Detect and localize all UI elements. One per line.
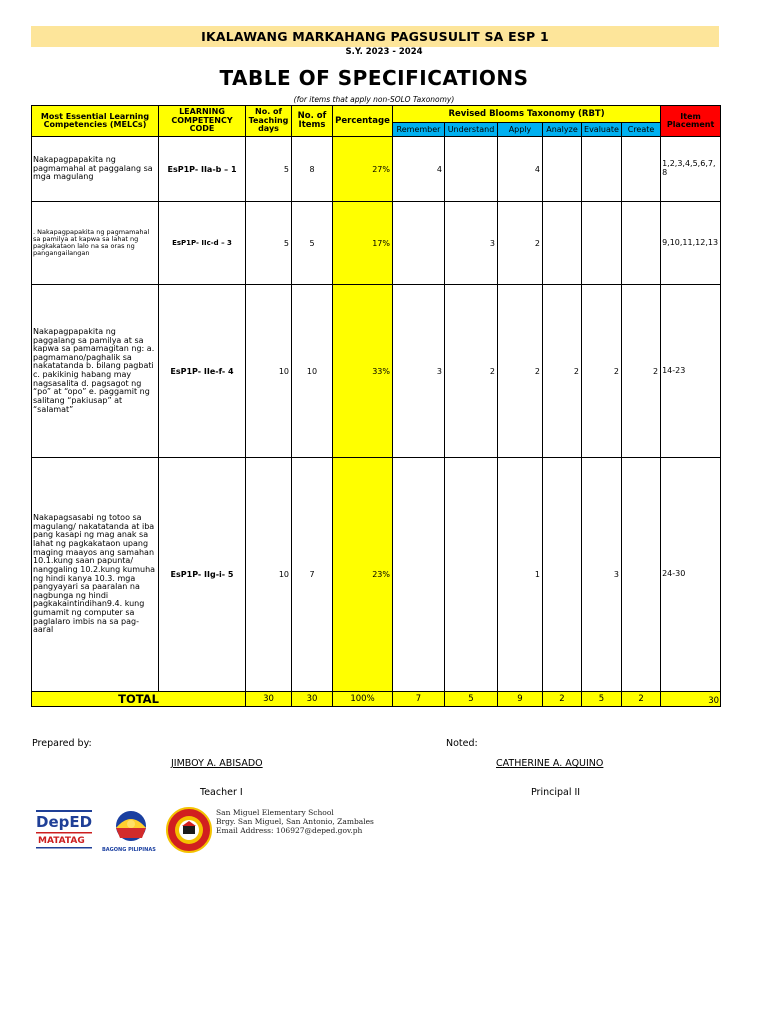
specifications-table — [31, 105, 721, 707]
melc-cell: Nakapagpapakita ng paggalang sa pamilya at sa kapwa sa pamamagitan ng: a. pagmamano/paghalik sa nakatatanda b. bilang pagbati c. pakikinig habang may nagsasalita d. pagsagot ng “po” at “opo” e. paggamit ng salitang “pakiusap” at “salamat” — [32, 285, 159, 458]
apply-cell: 4 — [498, 137, 543, 202]
svg-text:MATATAG: MATATAG — [38, 836, 85, 846]
header-evaluate: Evaluate — [582, 123, 622, 137]
create-cell — [622, 202, 661, 285]
items-cell: 8 — [292, 137, 333, 202]
analyze-cell — [543, 137, 582, 202]
header-code: LEARNING COMPETENCY CODE — [159, 106, 246, 137]
percentage-cell: 23% — [333, 458, 393, 692]
total-label: TOTAL — [32, 692, 246, 707]
understand-cell — [445, 137, 498, 202]
total-understand: 5 — [445, 692, 498, 707]
items-cell: 10 — [292, 285, 333, 458]
understand-cell — [445, 458, 498, 692]
create-cell — [622, 137, 661, 202]
remember-cell: 3 — [393, 285, 445, 458]
total-row — [32, 692, 721, 707]
footer-logos — [36, 806, 216, 860]
days-cell: 5 — [246, 202, 292, 285]
exam-title: IKALAWANG MARKAHANG PAGSUSULIT SA ESP 1 — [31, 26, 719, 47]
table-row — [32, 285, 721, 458]
table-row — [32, 202, 721, 285]
evaluate-cell: 3 — [582, 458, 622, 692]
header-remember: Remember — [393, 123, 445, 137]
header-rbt: Revised Blooms Taxonomy (RBT) — [393, 106, 661, 123]
remember-cell — [393, 458, 445, 692]
days-cell: 5 — [246, 137, 292, 202]
total-apply: 9 — [498, 692, 543, 707]
header-percentage: Percentage — [333, 106, 393, 137]
understand-cell: 3 — [445, 202, 498, 285]
melc-cell: Nakapagpapakita ng pagmamahal at paggalang sa mga magulang — [32, 137, 159, 202]
placement-cell: 24-30 — [661, 458, 721, 692]
noted-label: Noted: — [446, 738, 478, 749]
total-percentage: 100% — [333, 692, 393, 707]
percentage-cell: 27% — [333, 137, 393, 202]
school-email: Email Address: 106927@deped.gov.ph — [216, 826, 363, 835]
noted-name: CATHERINE A. AQUINO — [496, 758, 604, 769]
apply-cell: 1 — [498, 458, 543, 692]
table-row — [32, 137, 721, 202]
logos-svg — [36, 806, 216, 856]
placement-cell: 1,2,3,4,5,6,7,8 — [661, 137, 721, 202]
total-evaluate: 5 — [582, 692, 622, 707]
placement-cell: 14-23 — [661, 285, 721, 458]
header-analyze: Analyze — [543, 123, 582, 137]
create-cell — [622, 458, 661, 692]
header-melc: Most Essential Learning Competencies (MELCs) — [32, 106, 159, 137]
melc-cell: . Nakapagpapakita ng pagmamahal sa pamilya at kapwa sa lahat ng pagkakataon lalo na sa oras ng pangangailangan — [32, 202, 159, 285]
total-items: 30 — [292, 692, 333, 707]
placement-cell: 9,10,11,12,13 — [661, 202, 721, 285]
header-placement: Item Placement — [661, 106, 721, 137]
create-cell: 2 — [622, 285, 661, 458]
days-cell: 10 — [246, 285, 292, 458]
total-remember: 7 — [393, 692, 445, 707]
code-cell: EsP1P- IIg-i- 5 — [159, 458, 246, 692]
total-placement: 30 — [661, 692, 721, 707]
document-title: TABLE OF SPECIFICATIONS — [219, 66, 529, 90]
prepared-by-label: Prepared by: — [32, 738, 92, 749]
understand-cell: 2 — [445, 285, 498, 458]
code-cell: EsP1P- IIe-f- 4 — [159, 285, 246, 458]
deped-matatag-logo — [36, 810, 92, 849]
percentage-cell: 17% — [333, 202, 393, 285]
svg-text:BAGONG PILIPINAS: BAGONG PILIPINAS — [102, 847, 156, 853]
evaluate-cell: 2 — [582, 285, 622, 458]
prepared-by-role: Teacher I — [200, 787, 243, 798]
items-cell: 7 — [292, 458, 333, 692]
remember-cell — [393, 202, 445, 285]
apply-cell: 2 — [498, 202, 543, 285]
school-year: S.Y. 2023 - 2024 — [345, 47, 423, 57]
prepared-by-name: JIMBOY A. ABISADO — [171, 758, 263, 769]
analyze-cell: 2 — [543, 285, 582, 458]
code-cell: EsP1P- IIa-b – 1 — [159, 137, 246, 202]
items-cell: 5 — [292, 202, 333, 285]
evaluate-cell — [582, 137, 622, 202]
header-apply: Apply — [498, 123, 543, 137]
bagong-pilipinas-logo — [102, 811, 156, 853]
school-address: Brgy. San Miguel, San Antonio, Zambales — [216, 817, 374, 826]
analyze-cell — [543, 458, 582, 692]
school-name: San Miguel Elementary School — [216, 808, 334, 817]
total-create: 2 — [622, 692, 661, 707]
analyze-cell — [543, 202, 582, 285]
days-cell: 10 — [246, 458, 292, 692]
noted-role: Principal II — [531, 787, 581, 798]
table-row — [32, 458, 721, 692]
melc-cell: Nakapagsasabi ng totoo sa magulang/ nakatatanda at iba pang kasapi ng mag anak sa lahat ng pagkakataon upang maging maayos ang samahan 10.1.kung saan papunta/ nanggaling 10.2.kung kumuha ng hindi kanya 10.3. mga pangyayari sa paaralan na nagbunga ng hindi pagkakaintindihan9.4. kung gumamit ng computer sa paglalaro imbis na sa pag-aaral — [32, 458, 159, 692]
header-understand: Understand — [445, 123, 498, 137]
percentage-cell: 33% — [333, 285, 393, 458]
code-cell: EsP1P- IIc-d – 3 — [159, 202, 246, 285]
document-subtitle: (for items that apply non-SOLO Taxonomy) — [293, 95, 455, 104]
header-days: No. of Teaching days — [246, 106, 292, 137]
total-analyze: 2 — [543, 692, 582, 707]
school-info — [216, 808, 374, 835]
school-seal-logo — [167, 808, 211, 852]
remember-cell: 4 — [393, 137, 445, 202]
header-items: No. of Items — [292, 106, 333, 137]
header-create: Create — [622, 123, 661, 137]
total-days: 30 — [246, 692, 292, 707]
evaluate-cell — [582, 202, 622, 285]
svg-text:DepED: DepED — [36, 813, 93, 831]
apply-cell: 2 — [498, 285, 543, 458]
